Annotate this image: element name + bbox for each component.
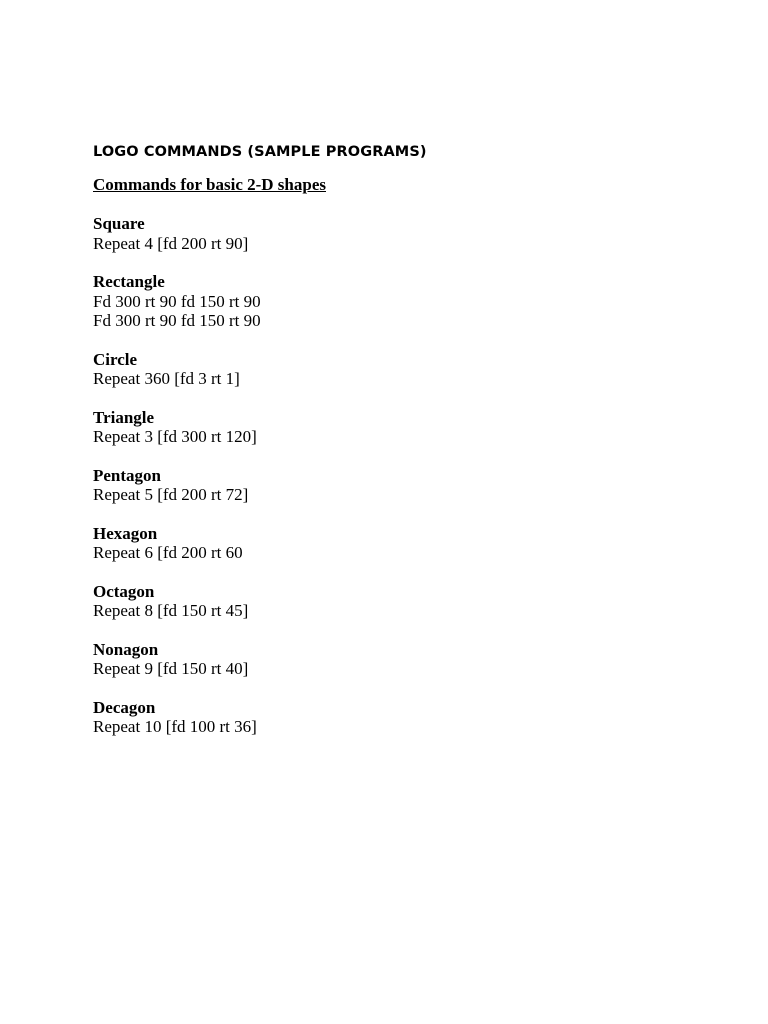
shape-name: Nonagon [93, 639, 159, 659]
shape-list [93, 214, 693, 737]
shape-command: Repeat 10 [fd 100 rt 36] [93, 717, 257, 736]
shape-entry-square [93, 214, 693, 253]
shape-name: Triangle [93, 407, 155, 427]
document-page [93, 142, 693, 756]
document-subtitle: Commands for basic 2-D shapes [93, 175, 326, 194]
shape-entry-decagon [93, 698, 693, 737]
shape-name: Square [93, 214, 145, 233]
shape-command: Repeat 5 [fd 200 rt 72] [93, 485, 249, 504]
shape-entry-rectangle [93, 272, 693, 331]
shape-command: Fd 300 rt 90 fd 150 rt 90 [93, 311, 261, 330]
shape-name: Octagon [93, 581, 155, 601]
shape-command: Repeat 8 [fd 150 rt 45] [93, 601, 249, 620]
shape-entry-nonagon [93, 640, 693, 679]
document-title: LOGO COMMANDS (SAMPLE PROGRAMS) [93, 144, 427, 160]
shape-name: Rectangle [93, 272, 165, 291]
shape-entry-triangle [93, 408, 693, 447]
shape-name: Circle [93, 349, 138, 369]
shape-command: Repeat 9 [fd 150 rt 40] [93, 659, 249, 678]
shape-entry-circle [93, 350, 693, 389]
shape-command: Repeat 3 [fd 300 rt 120] [93, 427, 257, 446]
shape-name: Decagon [93, 697, 156, 717]
shape-entry-pentagon [93, 466, 693, 505]
shape-name: Hexagon [93, 523, 158, 543]
shape-command: Repeat 6 [fd 200 rt 60 [93, 543, 243, 562]
shape-command: Repeat 360 [fd 3 rt 1] [93, 369, 240, 388]
shape-command: Fd 300 rt 90 fd 150 rt 90 [93, 291, 261, 311]
shape-name: Pentagon [93, 465, 161, 485]
shape-entry-octagon [93, 582, 693, 621]
shape-entry-hexagon [93, 524, 693, 563]
shape-command: Repeat 4 [fd 200 rt 90] [93, 233, 249, 253]
